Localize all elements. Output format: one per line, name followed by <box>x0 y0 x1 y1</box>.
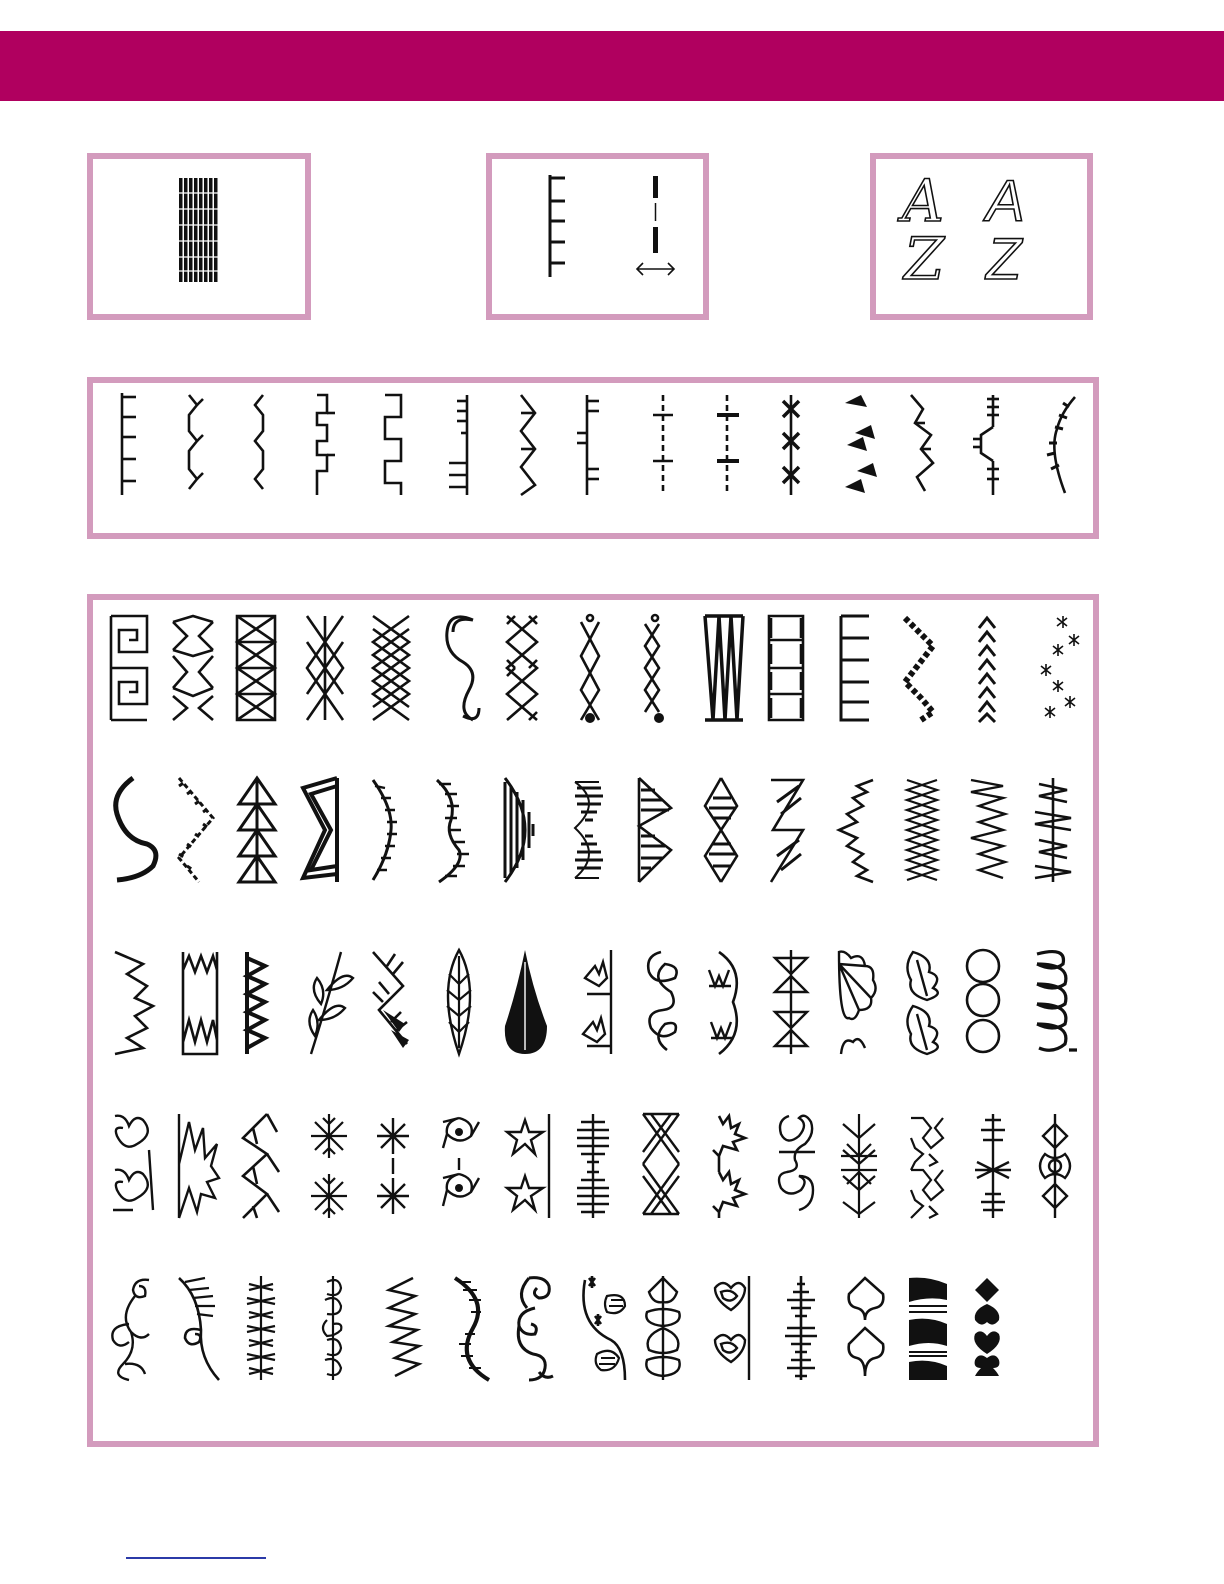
bead-chain-stitch <box>645 615 664 723</box>
wavy-satin-stitch <box>455 1278 489 1380</box>
loop-curl-stitch <box>648 952 676 1050</box>
crossed-zigzag-stitch <box>907 780 937 880</box>
lotus-tower-stitch <box>646 1276 679 1380</box>
medallion-stitch <box>1040 1114 1070 1218</box>
utility-stitch-11 <box>783 395 799 495</box>
utility-stitch-9 <box>653 395 673 495</box>
greek-key-stitch <box>111 616 147 720</box>
diamond-chain-stitch <box>237 616 275 720</box>
heart-bar-stitch <box>715 1276 749 1380</box>
star-border-stitch <box>507 1114 549 1218</box>
beaded-lattice-stitch <box>581 615 599 723</box>
leaf-outline-stitch <box>447 950 471 1054</box>
wide-zigzag-stitch <box>1035 778 1071 882</box>
sawtooth-stitch <box>247 952 265 1054</box>
floral-sprig-stitch <box>583 1276 625 1380</box>
font-box[interactable] <box>870 153 1093 320</box>
ladder-box-stitch <box>769 616 803 720</box>
utility-stitch-1 <box>122 393 136 495</box>
buttonhole-icon <box>93 159 305 314</box>
asterisk-stitch <box>377 1118 409 1214</box>
script-letter-z: Z <box>904 225 945 293</box>
fringe-zigzag-stitch-1 <box>115 952 153 1054</box>
utility-stitch-3 <box>255 395 263 489</box>
straight-stitch-icon <box>492 159 703 314</box>
star-cluster-stitch <box>1041 616 1079 718</box>
fan-satin-stitch <box>909 1278 947 1380</box>
fern-branch-stitch <box>373 952 409 1048</box>
wave-satin-stitch <box>785 1276 817 1380</box>
scallop-fringe-stitch-1 <box>373 780 397 880</box>
utility-stitch-2 <box>189 395 203 489</box>
heart-chain-stitch <box>849 1278 884 1376</box>
wave-zigzag-stitch <box>971 780 1005 878</box>
diamond-fill-stitch <box>705 778 737 882</box>
brace-zigzag-stitch <box>839 780 873 882</box>
diamond-knot-stitch <box>911 1118 943 1218</box>
maple-leaf-stitch <box>583 950 611 1054</box>
cross-lattice-stitch <box>507 616 537 720</box>
outline-letter-z: Z <box>986 227 1022 292</box>
utility-stitch-6 <box>449 395 467 495</box>
scroll-loop-stitch <box>779 1116 815 1210</box>
spiky-band-stitch <box>713 1116 745 1218</box>
decorative-row-1 <box>111 615 1079 723</box>
outline-letter-a: A <box>986 169 1025 234</box>
utility-stitch-5 <box>385 395 401 495</box>
utility-stitch-4 <box>317 395 335 495</box>
card-suit-stitch <box>974 1278 1000 1376</box>
decorative-row-2 <box>116 778 1071 882</box>
footer-rule <box>126 1557 266 1559</box>
scroll-curl-stitch <box>518 1278 553 1380</box>
pinwheel-stitch <box>443 1118 479 1206</box>
swirl-vine-stitch <box>112 1280 149 1380</box>
ornamental-bar-stitch <box>841 1114 877 1218</box>
utility-stitch-14 <box>973 395 999 495</box>
quilt-stitch-box[interactable] <box>486 153 709 320</box>
triangle-tower-stitch <box>239 778 275 882</box>
serpentine-stitch <box>447 617 479 720</box>
utility-stitch-15 <box>1047 397 1075 493</box>
satin-oval-stitch <box>577 1114 609 1218</box>
wave-bar-stitch <box>705 616 743 720</box>
scallop-fringe-stitch-2 <box>437 780 469 882</box>
half-moon-fill-stitch <box>505 778 533 882</box>
tulip-stitch <box>709 952 737 1054</box>
tree-star-stitch <box>975 1114 1011 1218</box>
teardrop-fill-stitch <box>505 950 547 1054</box>
header-bar <box>0 31 1224 101</box>
comb-zigzag-stitch <box>183 952 217 1054</box>
decorative-stitch-box <box>87 594 1099 1447</box>
buttonhole-box[interactable] <box>87 153 311 320</box>
zigzag-checker-stitch <box>905 618 933 720</box>
oak-leaf-stitch <box>907 952 937 1054</box>
x-weave-stitch <box>643 1114 679 1214</box>
bent-zigzag-stitch <box>389 1278 419 1376</box>
decorative-row-4 <box>113 1114 1070 1218</box>
rosebud-stitch <box>113 1116 153 1210</box>
decorative-row-3 <box>115 950 1077 1054</box>
coil-loop-stitch <box>1037 952 1077 1051</box>
feather-zigzag-stitch <box>179 778 213 882</box>
bracket-ladder-stitch <box>841 616 869 720</box>
hourglass-fill-stitch <box>575 782 603 878</box>
pine-branch-stitch <box>243 1114 279 1218</box>
lattice-stitch-1 <box>307 616 343 720</box>
s-curve-stitch <box>116 778 156 880</box>
utility-stitch-row <box>93 383 1093 533</box>
alphabet-icon <box>876 159 1087 314</box>
butterfly-bar-stitch <box>775 950 807 1054</box>
shell-flower-stitch <box>839 952 876 1054</box>
utility-stitch-13 <box>911 395 933 491</box>
chevron-band-stitch <box>303 778 337 882</box>
lattice-stitch-2 <box>373 616 409 720</box>
circle-chain-stitch <box>967 950 999 1052</box>
snowflake-stitch <box>311 1114 347 1218</box>
arrow-chain-stitch <box>979 618 995 722</box>
script-letter-a: A <box>902 167 944 235</box>
chevron-link-stitch <box>173 616 213 720</box>
paisley-chain-stitch <box>323 1276 341 1380</box>
utility-stitch-box <box>87 377 1099 539</box>
spiral-fern-stitch <box>179 1278 219 1380</box>
utility-stitch-8 <box>577 395 599 495</box>
decorative-stitch-grid <box>93 600 1093 1441</box>
vine-leaf-stitch <box>309 952 353 1054</box>
utility-stitch-10 <box>717 395 739 495</box>
decorative-row-5 <box>112 1276 999 1380</box>
sunburst-stitch <box>179 1114 219 1218</box>
feather-spine-stitch <box>247 1276 275 1380</box>
slant-fill-stitch <box>771 780 803 882</box>
utility-stitch-7 <box>521 395 535 495</box>
arrowhead-fill-stitch <box>639 778 671 882</box>
utility-stitch-12 <box>845 395 877 493</box>
